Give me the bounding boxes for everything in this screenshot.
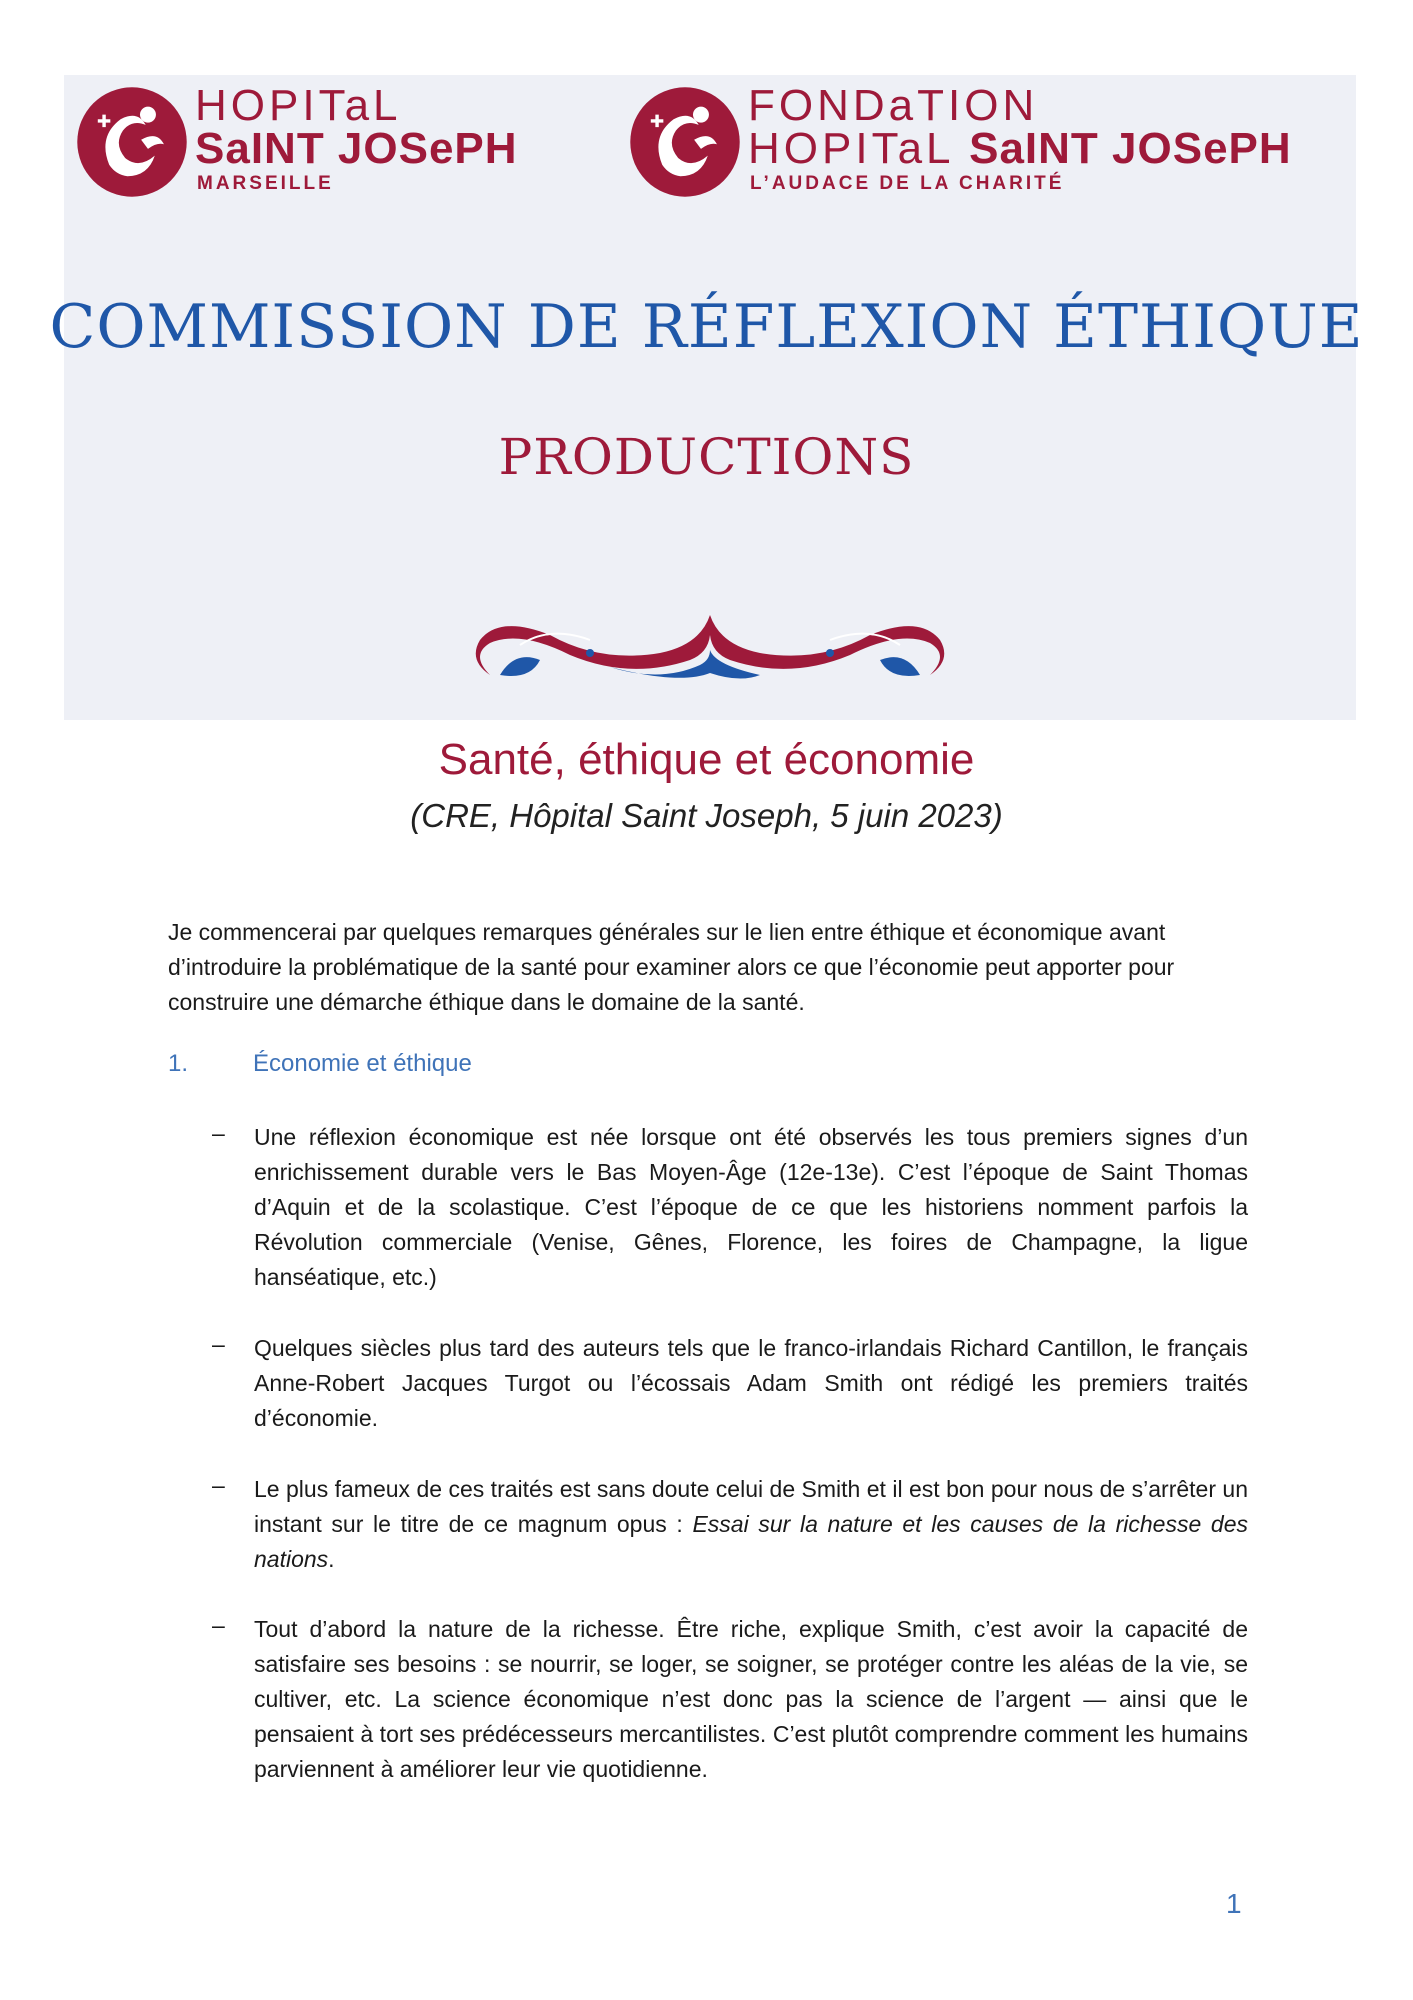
- bullet-paragraph-3: [254, 1472, 1248, 1577]
- foundation-logo-line2-light: HOPITaL: [748, 124, 970, 173]
- hospital-logo-line1: HOPITaL: [195, 81, 402, 130]
- bullet-3-end: .: [328, 1546, 335, 1572]
- bullet-paragraph-1: Une réflexion économique est née lorsque ont été observés les tous premiers signes d’un enrichissement durable vers le Bas Moyen-Âge (12e-13e). C’est l’époque de Saint Thomas d’Aquin et de la scolastique. C’est l’époque de ce que les historiens nomment parfois la Révolution commerciale (Venise, Gênes, Florence, les foires de Champagne, la ligue hanséatique, etc.): [254, 1124, 1248, 1290]
- document-subtitle: (CRE, Hôpital Saint Joseph, 5 juin 2023): [410, 797, 1003, 834]
- section-title: Économie et éthique: [253, 1050, 472, 1077]
- bullet-paragraph-4: Tout d’abord la nature de la richesse. Être riche, explique Smith, c’est avoir la capacité de satisfaire ses besoins : se nourrir, se loger, se soigner, se protéger contre les aléas de la vie, se cultiver, etc. La science économique n’est donc pas la science de l’argent — ainsi que le pensaient à tort ses prédécesseurs mercantilistes. C’est plutôt comprendre comment les humains parviennent à améliorer leur vie quotidienne.: [254, 1616, 1248, 1782]
- commission-title: COMMISSION DE RÉFLEXION ÉTHIQUE: [49, 292, 1364, 362]
- foundation-logo-line3: L’AUDACE DE LA CHARITÉ: [750, 173, 1065, 194]
- book-title: Essai sur la nature et les causes de la richesse des nations: [254, 1511, 1248, 1572]
- bullet-dash: –: [212, 1331, 225, 1357]
- foundation-logo-line2-bold: SaINT JOSePH: [969, 124, 1292, 173]
- bullet-dash: –: [212, 1472, 225, 1498]
- hospital-emblem-icon: [75, 85, 189, 199]
- bullet-dash: –: [212, 1612, 225, 1638]
- foundation-emblem-icon: [628, 85, 742, 199]
- foundation-logo-line2: [748, 124, 1292, 173]
- page-number: 1: [1226, 1888, 1242, 1919]
- section-number: 1.: [168, 1050, 189, 1077]
- bullet-dash: –: [212, 1120, 225, 1146]
- hospital-logo-line3: MARSEILLE: [197, 173, 334, 194]
- hospital-logo-line2: SaINT JOSePH: [195, 124, 518, 173]
- hospital-logo: [75, 81, 565, 195]
- document-title: Santé, éthique et économie: [438, 735, 975, 784]
- ornament-flourish-icon: [460, 605, 960, 685]
- bullet-paragraph-2: Quelques siècles plus tard des auteurs tels que le franco-irlandais Richard Cantillon, le français Anne-Robert Jacques Turgot ou l’écossais Adam Smith ont rédigé les premiers traités d’économie.: [254, 1335, 1248, 1431]
- productions-title: PRODUCTIONS: [498, 428, 915, 486]
- foundation-logo-text: [748, 81, 1292, 197]
- hospital-logo-text: [195, 81, 518, 197]
- foundation-logo: [628, 81, 1348, 195]
- bullet-3-text: Le plus fameux de ces traités est sans doute celui de Smith et il est bon pour nous de s’arrêter un instant sur le titre de ce magnum opus :: [254, 1476, 1248, 1537]
- intro-paragraph: Je commencerai par quelques remarques générales sur le lien entre éthique et économique avant d’introduire la problématique de la santé pour examiner alors ce que l’économie peut apporter pour construire une démarche éthique dans le domaine de la santé.: [168, 919, 1175, 1015]
- foundation-logo-line1: FONDaTION: [748, 81, 1039, 130]
